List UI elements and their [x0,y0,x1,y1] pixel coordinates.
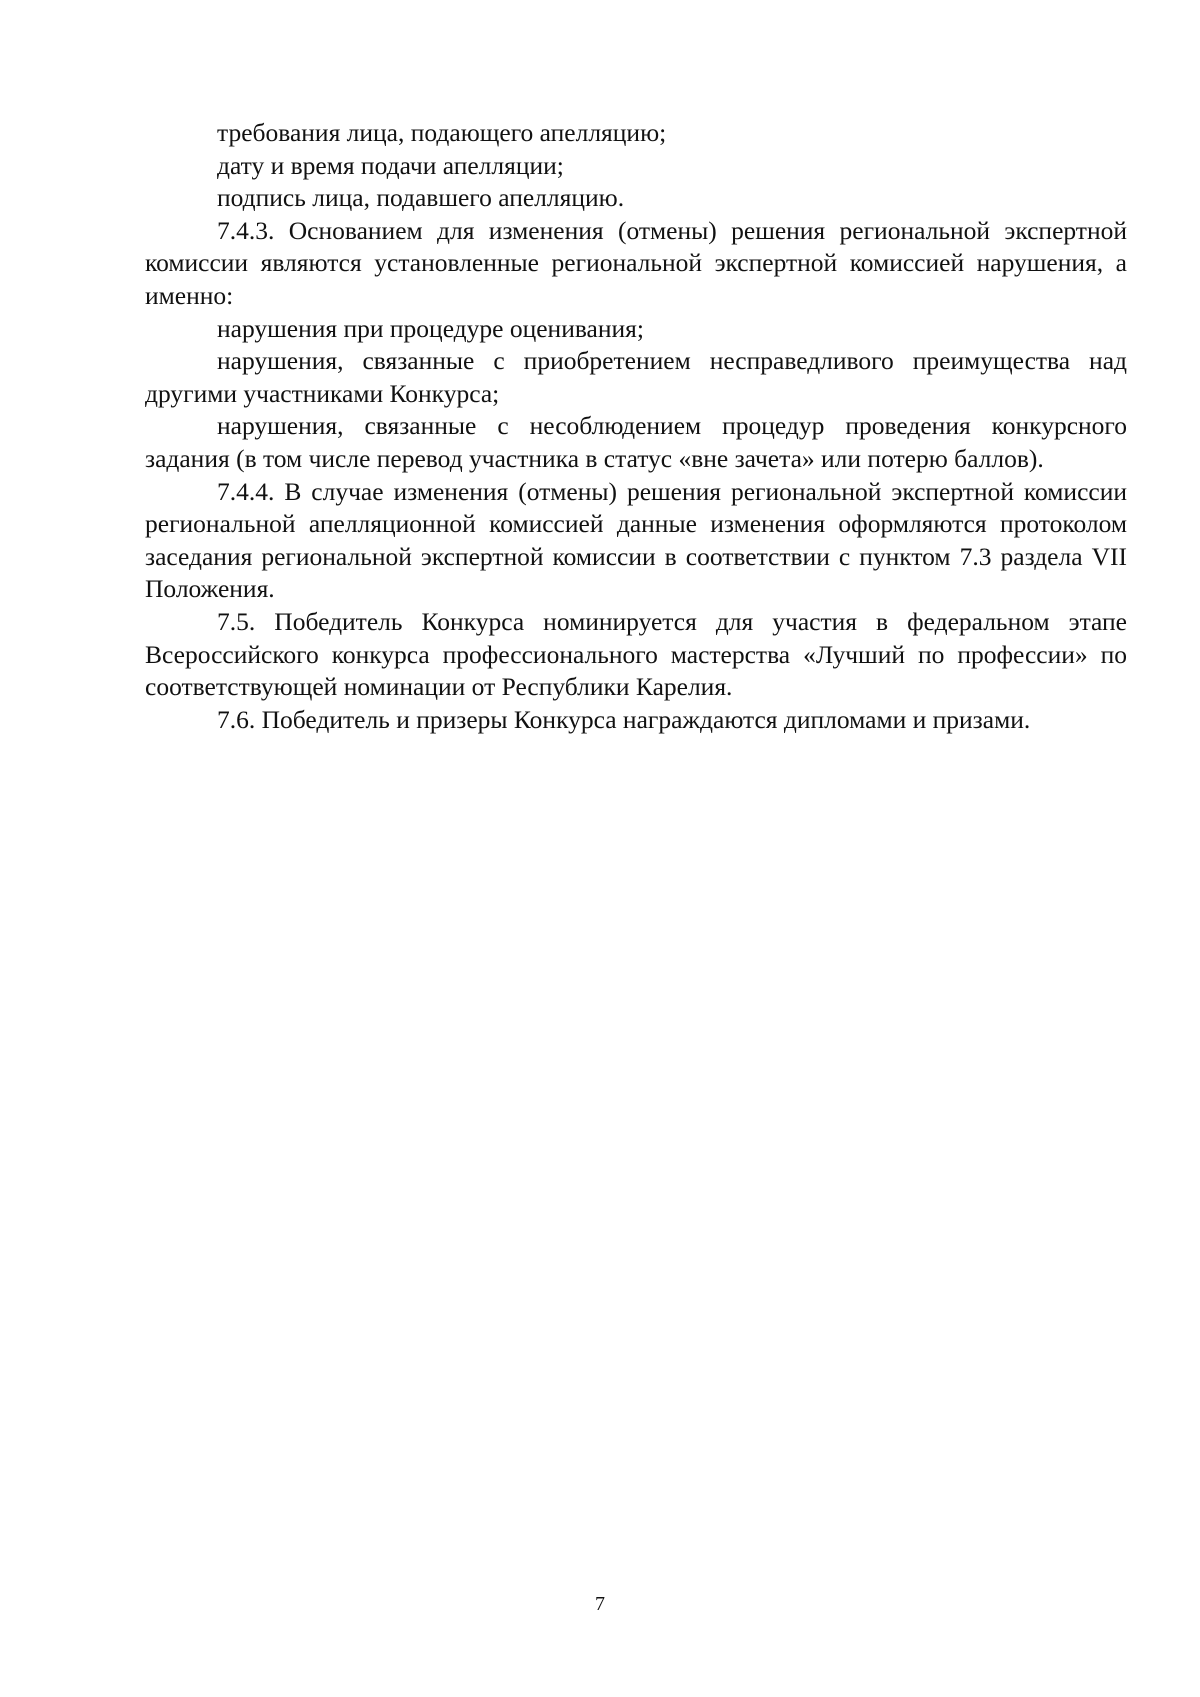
paragraph-appeal-signature: подпись лица, подавшего апелляцию. [217,183,625,213]
paragraph-7-5: 7.5. Победитель Конкурса номинируется для участия в федеральном этапе Всероссийского конкурса профессионального мастерства «Лучший по профессии» по соответствующей номинации от Республики Карелия. [145,606,1127,702]
paragraph-appeal-requirements: требования лица, подающего апелляцию; [217,118,667,147]
paragraph-violation-evaluation: нарушения при процедуре оценивания; [217,313,644,343]
paragraph-7-6: 7.6. Победитель и призеры Конкурса награждаются дипломами и призами. [217,704,1031,734]
document-body [145,117,1127,736]
paragraph-appeal-date-time: дату и время подачи апелляции; [217,150,564,180]
paragraph-7-4-3: 7.4.3. Основанием для изменения (отмены) решения региональной экспертной комиссии являются установленные региональной экспертной комиссией нарушения, а именно: [145,215,1127,310]
paragraph-violation-procedures: нарушения, связанные с несоблюдением процедур проведения конкурсного задания (в том числе перевод участника в статус «вне зачета» или потерю баллов). [145,411,1127,473]
paragraph-violation-unfair-advantage: нарушения, связанные с приобретением несправедливого преимущества над другими участниками Конкурса; [145,346,1127,408]
paragraph-7-4-4: 7.4.4. В случае изменения (отмены) решения региональной экспертной комиссии региональной апелляционной комиссией данные изменения оформляются протоколом заседания региональной экспертной комиссии в соответствии с пунктом 7.3 раздела VII Положения. [145,476,1127,604]
page-number: 7 [595,1593,605,1615]
